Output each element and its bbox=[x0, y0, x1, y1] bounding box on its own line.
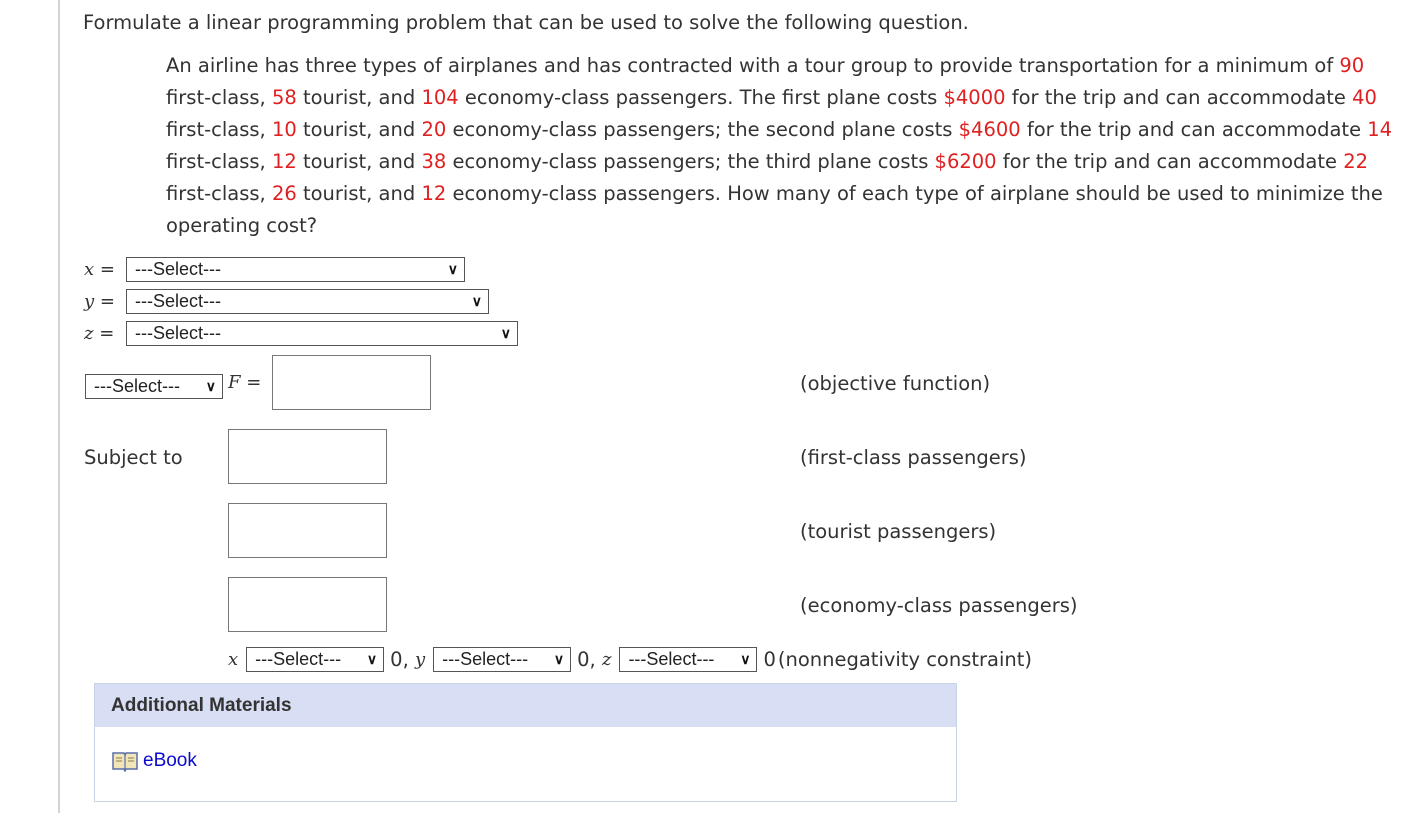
question-value: 12 bbox=[421, 182, 447, 205]
question-value: 14 bbox=[1367, 118, 1393, 141]
nonneg-note: (nonnegativity constraint) bbox=[777, 647, 1033, 671]
question-value: 26 bbox=[271, 182, 297, 205]
var-label-y: y = bbox=[84, 291, 115, 312]
question-text bbox=[166, 50, 1401, 242]
y-definition-select[interactable]: ---Select--- ∨ bbox=[126, 289, 489, 314]
question-segment: first-class, bbox=[166, 118, 272, 141]
chevron-down-icon: ∨ bbox=[740, 650, 751, 667]
chevron-down-icon: ∨ bbox=[553, 650, 565, 667]
nonneg-z-zero: 0 bbox=[763, 647, 776, 671]
question-segment: An airline has three types of airplanes and has contracted with a tour group to provide transportation for a minimum of bbox=[166, 54, 1340, 77]
nonneg-y-zero: 0, bbox=[577, 647, 596, 671]
question-segment: for the trip and can accommodate bbox=[1020, 118, 1368, 141]
constraint-input-tourist[interactable] bbox=[228, 503, 387, 558]
question-value: 104 bbox=[421, 86, 459, 109]
book-icon bbox=[111, 750, 139, 772]
subject-to-label: Subject to bbox=[84, 446, 183, 469]
x-definition-select[interactable]: ---Select--- ∨ bbox=[126, 257, 465, 282]
question-segment: for the trip and can accommodate bbox=[996, 150, 1344, 173]
question-segment: tourist, and bbox=[296, 86, 422, 109]
question-segment: economy-class passengers; the second plane costs bbox=[446, 118, 959, 141]
nonneg-x-zero: 0, bbox=[390, 647, 409, 671]
question-segment: for the trip and can accommodate bbox=[1005, 86, 1353, 109]
objective-note: (objective function) bbox=[800, 372, 991, 395]
left-margin-rule bbox=[58, 0, 60, 813]
chevron-down-icon: ∨ bbox=[447, 261, 458, 277]
constraint-input-first-class[interactable] bbox=[228, 429, 387, 484]
question-segment: first-class, bbox=[166, 182, 272, 205]
var-row-y bbox=[84, 289, 489, 314]
additional-materials-heading: Additional Materials bbox=[95, 684, 956, 727]
question-value: 20 bbox=[421, 118, 447, 141]
nonneg-z-select[interactable]: ---Select--- ∨ bbox=[619, 647, 757, 672]
constraint-note-first-class: (first-class passengers) bbox=[800, 446, 1027, 469]
chevron-down-icon: ∨ bbox=[500, 325, 511, 341]
constraint-note-tourist: (tourist passengers) bbox=[800, 520, 997, 543]
additional-materials-panel bbox=[94, 683, 957, 802]
chevron-down-icon: ∨ bbox=[366, 650, 378, 667]
objective-input[interactable] bbox=[272, 355, 431, 410]
var-row-z bbox=[84, 321, 518, 346]
ebook-link[interactable] bbox=[111, 750, 197, 772]
chevron-down-icon: ∨ bbox=[205, 378, 216, 394]
question-segment: tourist, and bbox=[296, 118, 422, 141]
question-value: 40 bbox=[1352, 86, 1377, 109]
question-value: 58 bbox=[271, 86, 297, 109]
nonneg-x-label: x bbox=[228, 648, 239, 670]
constraint-input-economy[interactable] bbox=[228, 577, 387, 632]
question-value: $4600 bbox=[958, 118, 1021, 141]
question-segment: first-class, bbox=[166, 150, 272, 173]
nonneg-y-label: y bbox=[414, 648, 426, 670]
nonnegativity-row bbox=[228, 646, 1032, 672]
question-segment: first-class, bbox=[166, 86, 272, 109]
chevron-down-icon: ∨ bbox=[471, 293, 482, 309]
ebook-label: eBook bbox=[143, 750, 197, 771]
z-definition-select[interactable]: ---Select--- ∨ bbox=[126, 321, 518, 346]
question-value: $6200 bbox=[934, 150, 997, 173]
var-label-z: z = bbox=[84, 323, 115, 344]
nonneg-y-select[interactable]: ---Select--- ∨ bbox=[433, 647, 571, 672]
question-value: $4000 bbox=[943, 86, 1006, 109]
nonneg-z-label: z bbox=[601, 648, 612, 670]
question-segment: economy-class passengers. How many of each type of airplane should be used to minimize the operating cost? bbox=[166, 182, 1383, 237]
question-segment: economy-class passengers; the third plane costs bbox=[446, 150, 935, 173]
question-value: 10 bbox=[271, 118, 297, 141]
objective-label: F = bbox=[228, 372, 262, 393]
var-label-x: x = bbox=[84, 259, 115, 280]
objective-type-select[interactable]: ---Select--- ∨ bbox=[85, 374, 223, 399]
question-segment: tourist, and bbox=[296, 150, 422, 173]
constraint-note-economy: (economy-class passengers) bbox=[800, 594, 1078, 617]
prompt-text: Formulate a linear programming problem that can be used to solve the following question. bbox=[83, 11, 969, 34]
question-value: 12 bbox=[271, 150, 297, 173]
question-value: 38 bbox=[421, 150, 447, 173]
question-segment: economy-class passengers. The first plane costs bbox=[458, 86, 944, 109]
question-value: 22 bbox=[1343, 150, 1369, 173]
var-row-x bbox=[84, 257, 465, 282]
question-segment: tourist, and bbox=[296, 182, 422, 205]
question-value: 90 bbox=[1339, 54, 1365, 77]
nonneg-x-select[interactable]: ---Select--- ∨ bbox=[246, 647, 384, 672]
